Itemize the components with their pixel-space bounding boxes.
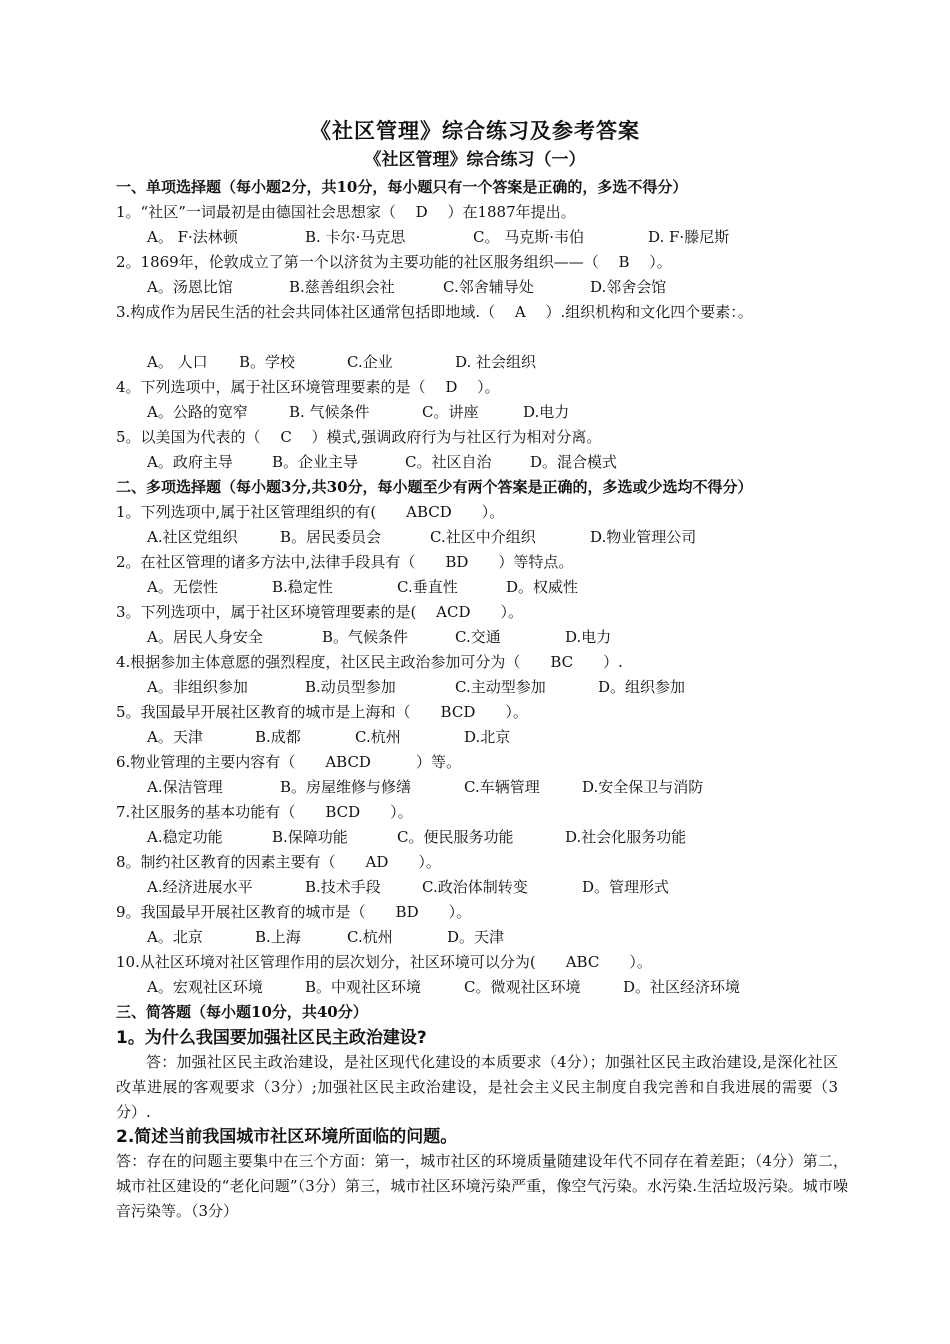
option: C.邻舍辅导处: [443, 278, 534, 296]
option: D。混合模式: [530, 453, 618, 471]
document-subtitle: 《社区管理》综合练习（一）: [364, 150, 586, 170]
option: C.交通: [455, 628, 501, 646]
option: C.主动型参加: [455, 678, 546, 696]
question-text: 4。下列选项中，属于社区环境管理要素的是（ D ）。: [116, 378, 500, 396]
option: B。中观社区环境: [305, 978, 422, 996]
question-text: 2。在社区管理的诸多方法中,法律手段具有（ BD ）等特点。: [116, 553, 574, 571]
option: A。北京: [147, 928, 203, 946]
section-multi-heading: 二、多项选择题（每小题3分,共30分，每小题至少有两个答案是正确的，多选或少选均不得分）: [116, 478, 753, 496]
option: B.成都: [255, 728, 301, 746]
option: D。管理形式: [582, 878, 670, 896]
option: B. 卡尔·马克思: [305, 228, 406, 246]
option: A。公路的宽窄: [147, 403, 248, 421]
question-text: 10.从社区环境对社区管理作用的层次划分，社区环境可以分为( ABC ）。: [116, 953, 652, 971]
question-text: 3.构成作为居民生活的社会共同体社区通常包括即地域.（ A ）.组织机构和文化四个要素：。: [116, 303, 753, 321]
option: D.社会化服务功能: [565, 828, 687, 846]
option: B.技术手段: [305, 878, 381, 896]
option: A。非组织参加: [147, 678, 248, 696]
option: A。居民人身安全: [147, 628, 263, 646]
option: C.政治体制转变: [422, 878, 528, 896]
question-text: 5。以美国为代表的（ C ）模式,强调政府行为与社区行为相对分离。: [116, 428, 602, 446]
short-answer: 答：存在的问题主要集中在三个方面：第一，城市社区的环境质量随建设年代不同存在着差距；（4分）第二，城市社区建设的“老化问题”（3分）第三，城市社区环境污染严重，像空气污染。水污染.生活垃圾污染。城市噪音污染等。（3分）: [116, 1152, 848, 1220]
option: D. F·滕尼斯: [648, 228, 730, 246]
option: C。微观社区环境: [464, 978, 581, 996]
option: D.电力: [523, 403, 570, 421]
option: A.稳定功能: [147, 828, 223, 846]
option: A.经济进展水平: [147, 878, 253, 896]
option: C.垂直性: [397, 578, 458, 596]
option: D。组织参加: [598, 678, 686, 696]
question-text: 1。“社区”一词最初是由德国社会思想家（ D ）在1887年提出。: [116, 203, 576, 221]
question-text: 7.社区服务的基本功能有（ BCD ）。: [116, 803, 413, 821]
option: B.慈善组织会社: [289, 278, 395, 296]
option: D.物业管理公司: [590, 528, 697, 546]
question-text: 3。下列选项中，属于社区环境管理要素的是( ACD ）。: [116, 603, 524, 621]
question-text: 8。制约社区教育的因素主要有（ AD ）。: [116, 853, 441, 871]
option: D.邻舍会馆: [590, 278, 667, 296]
option: D。天津: [447, 928, 505, 946]
option: C.企业: [347, 353, 393, 371]
option: A。天津: [147, 728, 203, 746]
option: A.保洁管理: [147, 778, 223, 796]
option: D.安全保卫与消防: [582, 778, 704, 796]
option: C.车辆管理: [464, 778, 540, 796]
option: A。 人口: [147, 353, 208, 371]
option: D.北京: [464, 728, 511, 746]
document-title: 《社区管理》综合练习及参考答案: [310, 118, 640, 143]
short-question: 2.简述当前我国城市社区环境所面临的问题。: [116, 1127, 458, 1147]
option: C。 马克斯·韦伯: [473, 228, 585, 246]
option: C。便民服务功能: [397, 828, 514, 846]
option: A。宏观社区环境: [147, 978, 263, 996]
question-text: 6.物业管理的主要内容有（ ABCD ）等。: [116, 753, 461, 771]
option: A。无偿性: [147, 578, 218, 596]
option: B。居民委员会: [280, 528, 382, 546]
option: A.社区党组织: [147, 528, 238, 546]
option: B.上海: [255, 928, 301, 946]
option: D. 社会组织: [455, 353, 537, 371]
section-single-heading: 一、单项选择题（每小题2分，共10分，每小题只有一个答案是正确的，多选不得分）: [116, 178, 688, 196]
option: D。社区经济环境: [623, 978, 741, 996]
option: A。 F·法林顿: [147, 228, 238, 246]
option: B。气候条件: [322, 628, 409, 646]
option: B。学校: [239, 353, 296, 371]
option: A。政府主导: [147, 453, 233, 471]
option: B。企业主导: [272, 453, 359, 471]
option: B。房屋维修与修缮: [280, 778, 412, 796]
option: D。权威性: [506, 578, 579, 596]
question-text: 1。下列选项中,属于社区管理组织的有( ABCD ）。: [116, 503, 505, 521]
option: B.保障功能: [272, 828, 348, 846]
option: B. 气候条件: [289, 403, 370, 421]
short-answer: 答：加强社区民主政治建设，是社区现代化建设的本质要求（4分）；加强社区民主政治建设,是深化社区改革进展的客观要求（3分）;加强社区民主政治建设，是社会主义民主制度自我完善和自我进展的需要（3分）.: [116, 1053, 838, 1121]
option: C.杭州: [347, 928, 393, 946]
question-text: 9。我国最早开展社区教育的城市是（ BD ）。: [116, 903, 472, 921]
option: C.杭州: [355, 728, 401, 746]
question-text: 5。我国最早开展社区教育的城市是上海和（ BCD ）。: [116, 703, 528, 721]
option: A。汤恩比馆: [147, 278, 233, 296]
option: C。社区自治: [405, 453, 492, 471]
question-text: 2。1869年，伦敦成立了第一个以济贫为主要功能的社区服务组织——（ B ）。: [116, 253, 672, 271]
option: B.动员型参加: [305, 678, 396, 696]
question-text: 4.根据参加主体意愿的强烈程度，社区民主政治参加可分为（ BC ）.: [116, 653, 623, 671]
option: C。讲座: [422, 403, 479, 421]
option: B.稳定性: [272, 578, 333, 596]
short-question: 1。为什么我国要加强社区民主政治建设?: [116, 1028, 427, 1048]
section-short-heading: 三、简答题（每小题10分，共40分）: [116, 1003, 368, 1021]
option: C.社区中介组织: [430, 528, 536, 546]
option: D.电力: [565, 628, 612, 646]
